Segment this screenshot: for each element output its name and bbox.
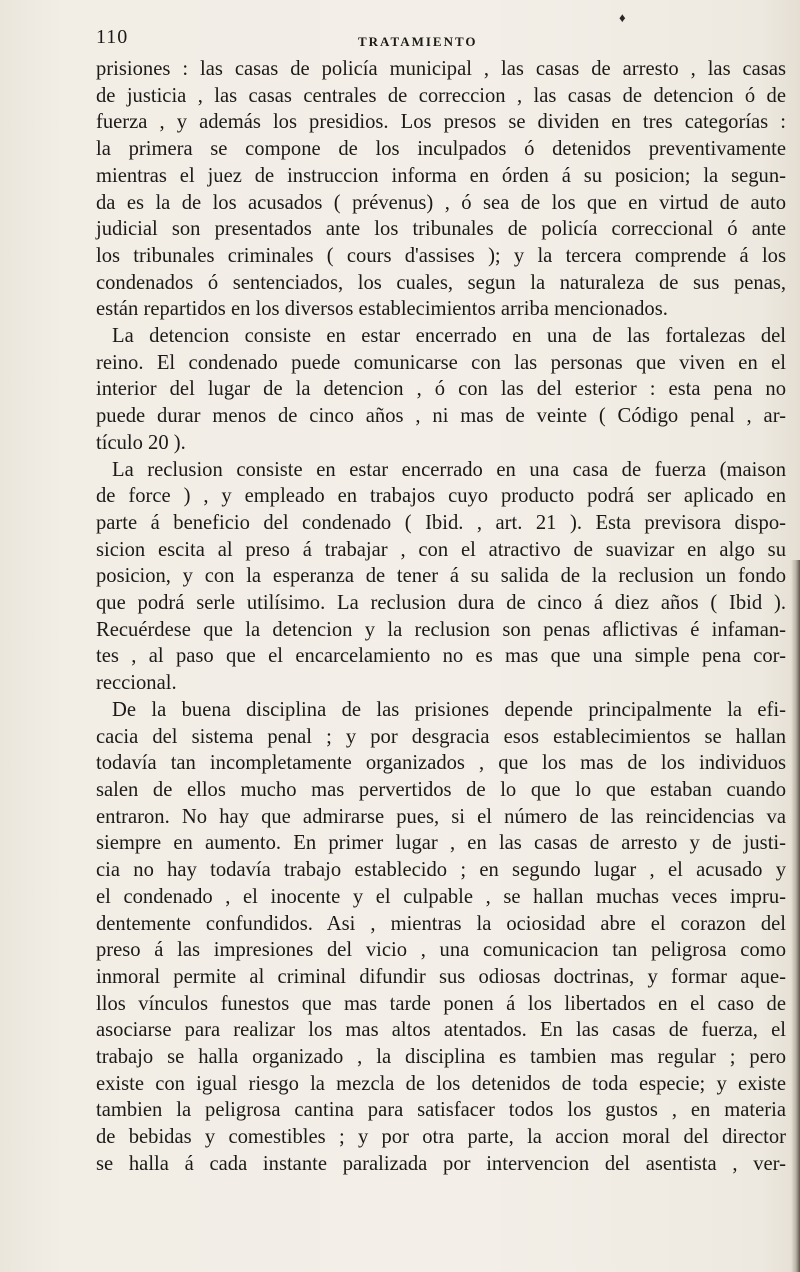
text-line: preso á las impresiones del vicio , una comunicacion tan peligrosa como xyxy=(96,939,786,962)
text-line: prisiones : las casas de policía municipal , las casas de arresto , las casas xyxy=(96,58,786,80)
text-line: parte á beneficio del condenado ( Ibid. , art. 21 ). Esta previsora dispo- xyxy=(96,511,786,534)
text-line: existe con igual riesgo la mezcla de los detenidos de toda especie; y existe xyxy=(96,1072,786,1095)
text-line: La reclusion consiste en estar encerrado en una casa de fuerza (maison xyxy=(112,458,786,481)
text-line: da es la de los acusados ( prévenus) , ó sea de los que en virtud de auto xyxy=(96,191,786,214)
text-line: tambien la peligrosa cantina para satisfacer todos los gustos , en materia xyxy=(96,1099,786,1122)
text-line: Recuérdese que la detencion y la reclusion son penas aflictivas é infaman- xyxy=(96,618,786,641)
text-line: los tribunales criminales ( cours d'assises ); y la tercera comprende á los xyxy=(96,244,786,267)
printer-mark: ♦ xyxy=(619,10,626,25)
text-line: de bebidas y comestibles ; y por otra parte, la accion moral del director xyxy=(96,1126,786,1149)
text-line: están repartidos en los diversos establecimientos arriba mencionados. xyxy=(96,298,668,321)
text-line: inmoral permite al criminal difundir sus odiosas doctrinas, y formar aque- xyxy=(96,965,786,988)
text-line: La detencion consiste en estar encerrado en una de las fortalezas del xyxy=(112,325,786,348)
text-line: entraron. No hay que admirarse pues, si el número de las reincidencias va xyxy=(96,805,786,828)
text-line: dentemente confundidos. Asi , mientras la ociosidad abre el corazon del xyxy=(96,912,786,935)
text-line: De la buena disciplina de las prisiones depende principalmente la efi- xyxy=(112,698,786,721)
text-line: de force ) , y empleado en trabajos cuyo producto podrá ser aplicado en xyxy=(96,485,786,508)
text-line: tes , al paso que el encarcelamiento no es mas que una simple pena cor- xyxy=(96,645,786,668)
text-line: salen de ellos mucho mas pervertidos de lo que lo que estaban cuando xyxy=(96,778,786,801)
text-line: se halla á cada instante paralizada por intervencion del asentista , ver- xyxy=(96,1152,786,1175)
text-line: posicion, y con la esperanza de tener á su salida de la reclusion un fondo xyxy=(96,565,786,588)
text-line: interior del lugar de la detencion , ó con las del esterior : esta pena no xyxy=(96,378,786,401)
page-header xyxy=(96,26,716,54)
text-line: siempre en aumento. En primer lugar , en las casas de arresto y de justi- xyxy=(96,832,786,855)
running-head: TRATAMIENTO xyxy=(358,34,478,49)
text-line: la primera se compone de los inculpados ó detenidos preventivamente xyxy=(96,138,786,161)
text-line: tículo 20 ). xyxy=(96,431,186,454)
text-line: todavía tan incompletamente organizados , que los mas de los individuos xyxy=(96,752,786,775)
body-text xyxy=(96,56,786,1178)
text-line: fuerza , y además los presidios. Los presos se dividen en tres categorías : xyxy=(96,111,786,134)
text-line: cacia del sistema penal ; y por desgracia esos establecimientos se hallan xyxy=(96,725,786,748)
text-line: cia no hay todavía trabajo establecido ; en segundo lugar , el acusado y xyxy=(96,859,786,882)
text-line: que podrá serle utilísimo. La reclusion dura de cinco á diez años ( Ibid ). xyxy=(96,592,786,615)
text-line: de justicia , las casas centrales de correccion , las casas de detencion ó de xyxy=(96,84,786,107)
text-line: el condenado , el inocente y el culpable , se hallan muchas veces impru- xyxy=(96,885,786,908)
text-line: trabajo se halla organizado , la disciplina es tambien mas regular ; pero xyxy=(96,1046,786,1069)
text-line: reccional. xyxy=(96,672,177,695)
page-number: 110 xyxy=(96,26,129,48)
text-line: condenados ó sentenciados, los cuales, segun la naturaleza de sus penas, xyxy=(96,271,786,294)
text-line: mientras el juez de instruccion informa en órden á su posicion; la segun- xyxy=(96,164,786,187)
text-line: asociarse para realizar los mas altos atentados. En las casas de fuerza, el xyxy=(96,1019,786,1042)
text-line: puede durar menos de cinco años , ni mas de veinte ( Código penal , ar- xyxy=(96,405,786,428)
page-edge-shadow xyxy=(791,560,800,1272)
text-line: sicion escita al preso á trabajar , con el atractivo de suavizar en algo su xyxy=(96,538,786,561)
text-line: reino. El condenado puede comunicarse con las personas que viven en el xyxy=(96,351,786,374)
text-line: llos vínculos funestos que mas tarde ponen á los libertados en el caso de xyxy=(96,992,786,1015)
text-line: judicial son presentados ante los tribunales de policía correccional ó ante xyxy=(96,218,786,241)
